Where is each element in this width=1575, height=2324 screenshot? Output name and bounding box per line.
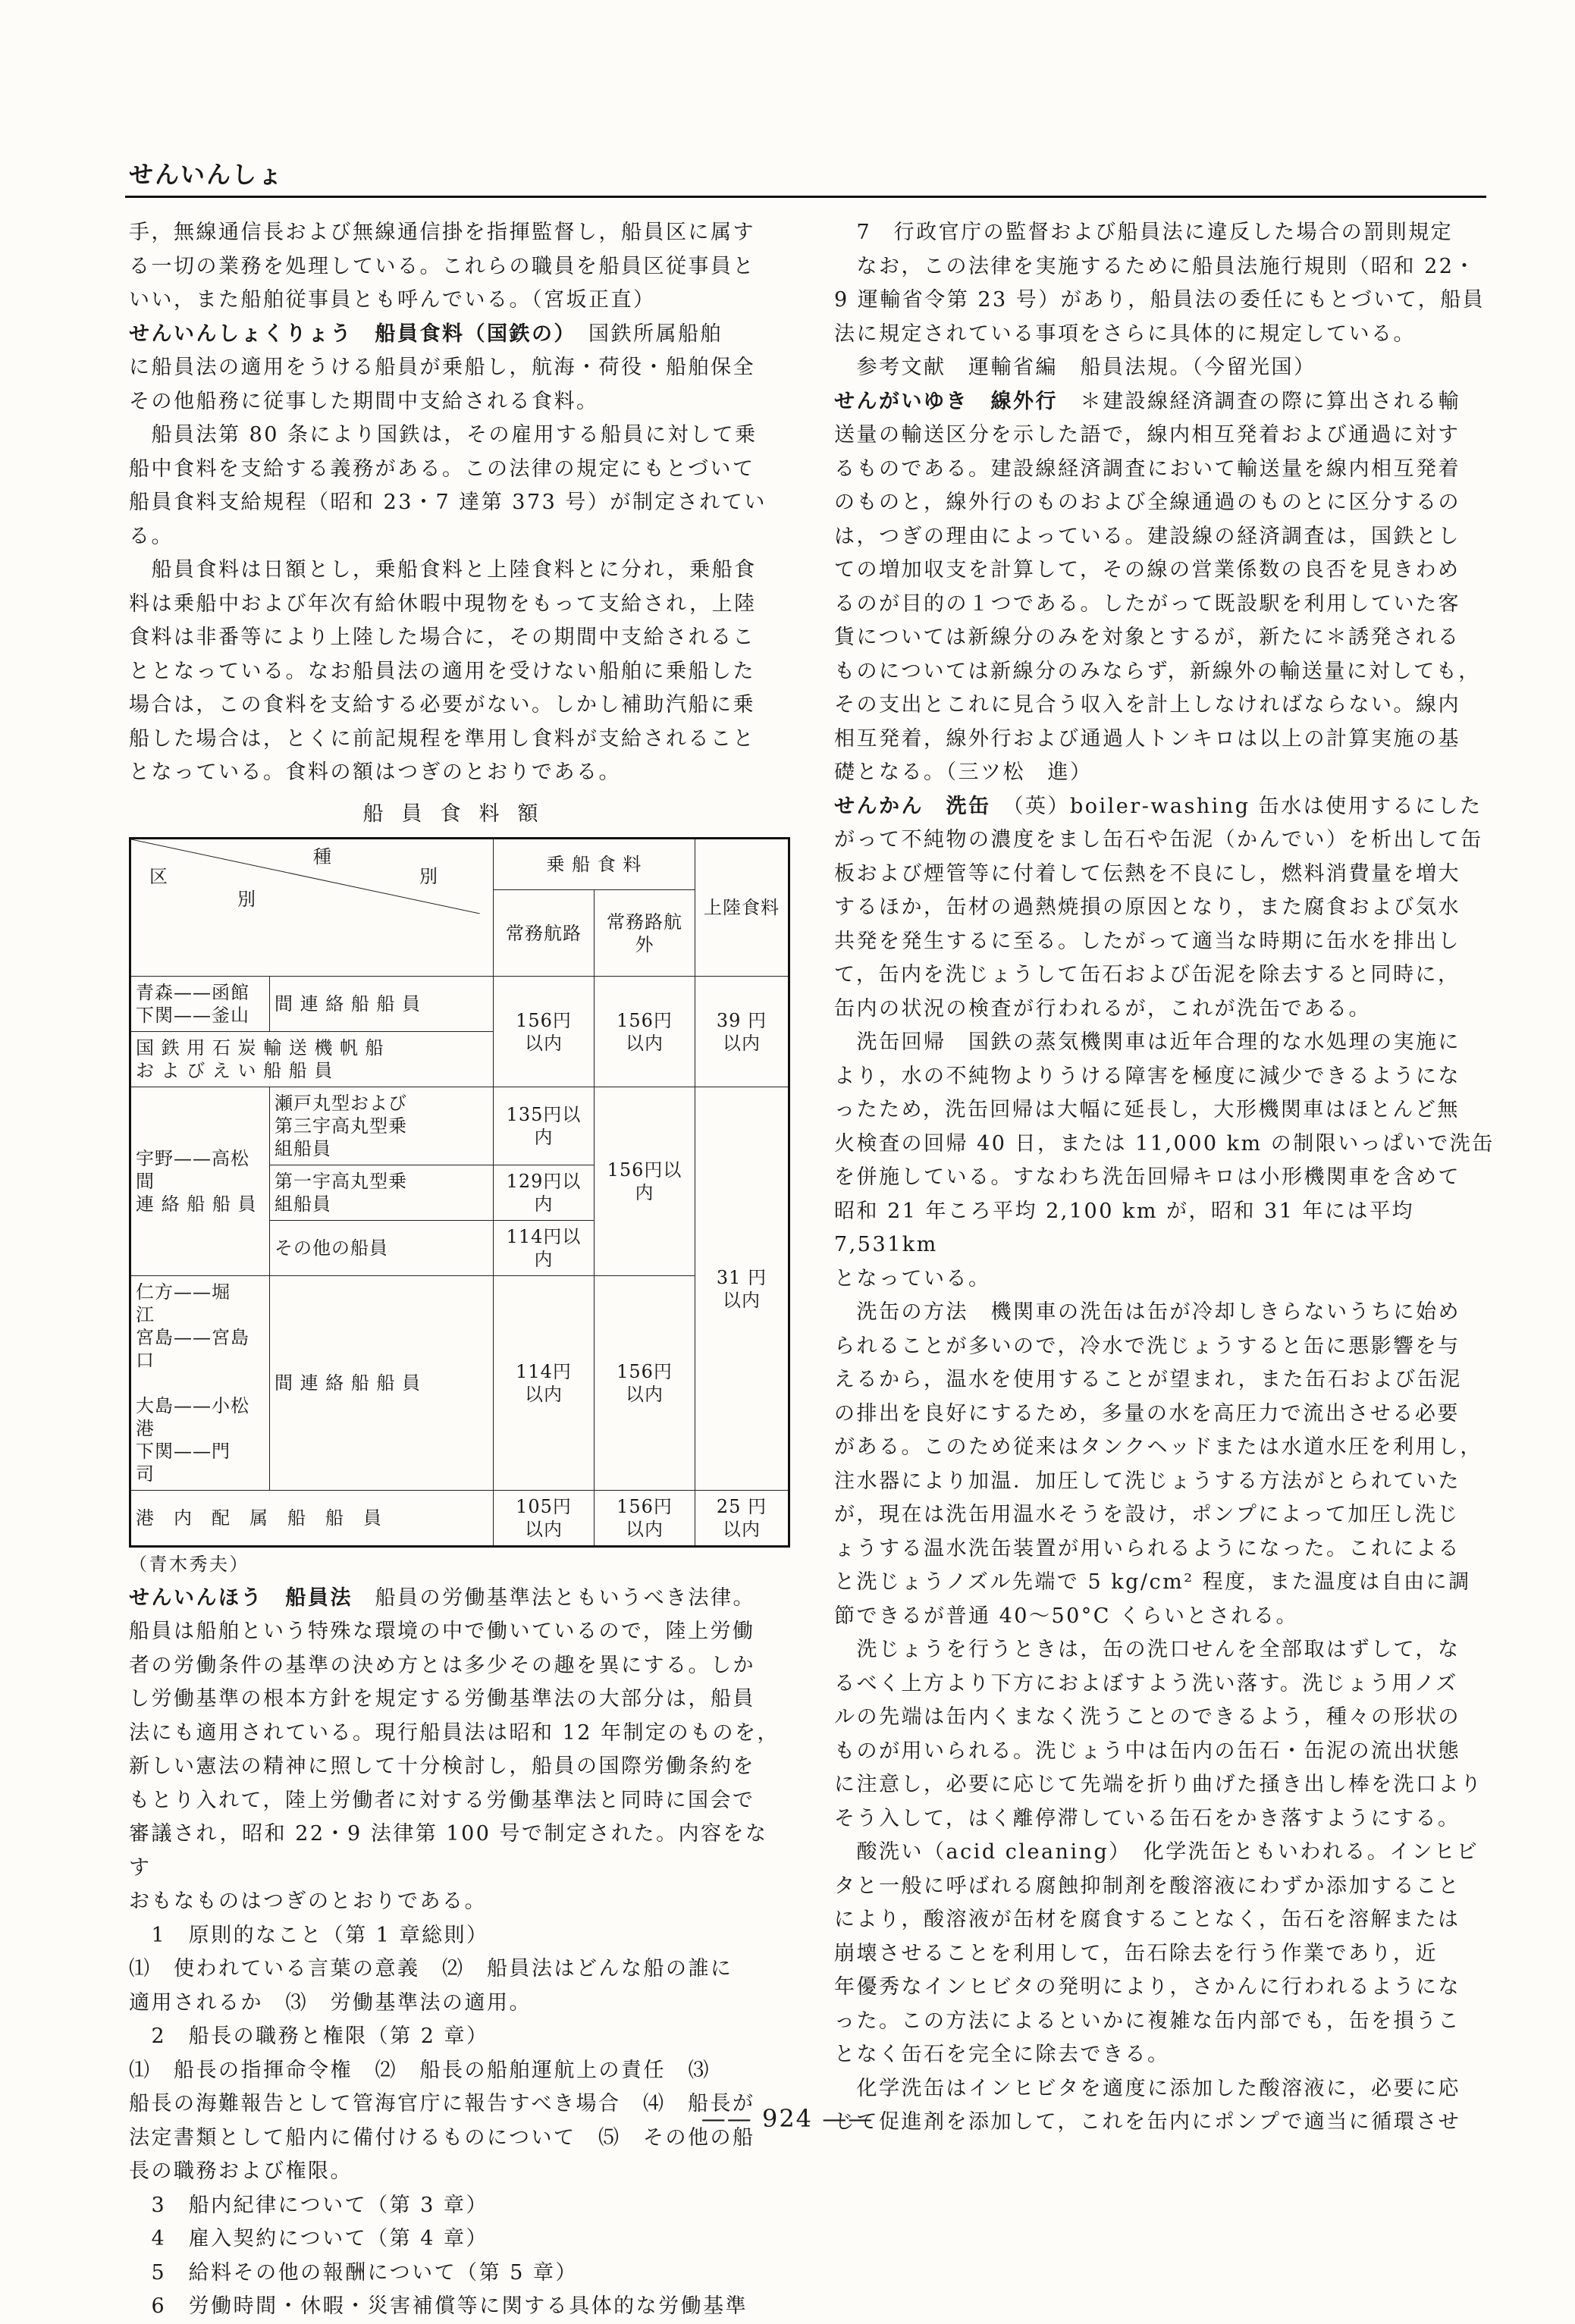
table-cell: 間 連 絡 船 船 員 [270, 1276, 494, 1491]
table-cell: 仁方——堀 江 宮島——宮島口 大島——小松港 下関——門 司 [130, 1276, 270, 1491]
table-cell: 宇野——高松間 連 絡 船 船 員 [130, 1087, 270, 1276]
table-cell: 156円 以内 [494, 977, 595, 1087]
entry-text: 国鉄所属船舶 に船員法の適用をうける船員が乗船し，航海・荷役・船舶保全 その他船務に従事した期間中支給される食料。 [129, 321, 755, 413]
list-item: 4 雇入契約について（第 4 章） [129, 2227, 488, 2250]
paragraph: 化学洗缶はインヒビタを適度に添加した酸溶液に，必要に応 じて促進剤を添加して，これを缶内にポンプで適当に循環させ [834, 2076, 1461, 2134]
table-cell: 港 内 配 属 船 船 員 [130, 1491, 494, 1547]
reference: 参考文献 運輸省編 船員法規。（今留光国） [834, 356, 1316, 379]
paragraph: 船員食料は日額とし，乗船食料と上陸食料とに分れ，乗船食 料は乗船中および年次有給休暇中現物をもって支給され，上陸 食料は非番等により上陸した場合に，その期間中支給されるこ ととなっている。なお船員法の適用を受けない船舶に乗船した 場合は，この食料を支給する必要がない。しかし補助汽船に乗 船した場合は，とくに前記規程を準用し食料が支給されること となっている。食料の額はつぎのとおりである。 [129, 558, 757, 784]
table-cell: 間 連 絡 船 船 員 [270, 977, 494, 1032]
entry-senin-shokuryo [129, 318, 790, 419]
left-column [129, 216, 790, 2324]
table-corner-header [130, 839, 494, 977]
entry-seninho [129, 1582, 790, 1919]
list-item-detail: ⑴ 使われている言葉の意義 ⑵ 船員法はどんな船の誰に 適用されるか ⑶ 労働基準法の適用。 [129, 1957, 733, 2015]
list-item: 7 行政官庁の監督および船員法に違反した場合の罰則規定 [834, 221, 1454, 244]
table-cell: 135円以内 [494, 1087, 595, 1165]
paragraph: なお，この法律を実施するために船員法施行規則（昭和 22・ 9 運輸省令第 23 号）があり，船員法の委任にもとづいて，船員 法に規定されている事項をさらに具体的に規定している。 [834, 254, 1486, 346]
entry-headword: せんいんしょくりょう 船員食料（国鉄の） [129, 321, 566, 346]
entry-headword: せんいんほう 船員法 [129, 1585, 353, 1610]
header-shu: 種 [313, 846, 332, 867]
entry-senkan [834, 790, 1495, 1027]
right-column [834, 216, 1495, 2140]
header-joriku: 上陸食料 [695, 839, 789, 977]
list-item: 6 労働時間・休暇・災害補償等に関する具体的な労働基準 [129, 2294, 748, 2318]
table-cell: 156円以内 [595, 1087, 695, 1276]
page-number: —— 924 —— [701, 2104, 874, 2133]
paragraph: 洗じょうを行うときは，缶の洗口せんを全部取はずして，な るべく上方より下方におよぼすよう洗い落す。洗じょう用ノズ ルの先端は缶内くまなく洗うことのできるよう，種々の形状の ものが用いられる。洗じょう中は缶内の缶石・缶泥の流出状態 に注意し，必要に応じて先端を折り曲げた掻き出し棒を洗口より そう入して，はく離停滞している缶石をかき落すようにする。 [834, 1638, 1483, 1830]
table-cell: その他の船員 [270, 1221, 494, 1276]
table-cell: 114円以内 [494, 1221, 595, 1276]
table-cell: 156円 以内 [595, 977, 695, 1087]
table-cell: 156円 以内 [595, 1491, 695, 1547]
paragraph: 洗缶回帰 国鉄の蒸気機関車は近年合理的な水処理の実施に より，水の不純物よりうける障害を極度に減少できるようにな ったため，洗缶回帰は大幅に延長し，大形機関車はほとんど無 火検査の回帰 40 日，または 11,000 km の制限いっぱいで洗缶 を併施している。すなわち洗缶回帰キロは小形機関車を含めて 昭和 21 年ころ平均 2,100 km が，昭和 31 年には平均 7,531km となっている。 [834, 1030, 1495, 1291]
table-cell: 156円 以内 [595, 1276, 695, 1491]
table-title: 船員食料額 [362, 801, 557, 826]
table-cell: 31 円 以内 [695, 1087, 789, 1491]
table-cell: 39 円 以内 [695, 977, 789, 1087]
table-cell: 105円 以内 [494, 1491, 595, 1547]
paragraph: 酸洗い（acid cleaning） 化学洗缶ともいわれる。インヒビ タと一般に呼ばれる腐蝕抑制剤を酸溶液にわずか添加すること により，酸溶液が缶材を腐食することなく，缶石を溶解または 崩壊させることを利用して，缶石除去を行う作業であり，近 年優秀なインヒビタの発明により，さかんに行われるようにな った。この方法によるといかに複雑な缶内部でも，缶を損うこ となく缶石を完全に除去できる。 [834, 1840, 1479, 2066]
header-rule [125, 196, 1486, 198]
entry-text: （英）boiler-washing 缶水は使用するにした がって不純物の濃度をまし缶石や缶泥（かんでい）を析出して缶 板および煙管等に付着して伝熱を不良にし，燃料消費量を増大 するほか，缶材の過熱焼損の原因となり，また腐食および気水 共発を発生するに至る。したがって適当な時期に缶水を排出し て，缶内を洗じょうして缶石および缶泥を除去すると同時に， 缶内の状況の検査が行われるが，これが洗缶である。 [834, 794, 1483, 1021]
header-jomugai: 常務路航外 [595, 890, 695, 977]
paragraph: 手，無線通信長および無線通信掛を指揮監督し，船員区に属す る一切の業務を処理している。これらの職員を船員区従事員と いい，また船舶従事員とも呼んでいる。（宮坂正直） [129, 221, 755, 312]
running-header: せんいんしょ [129, 160, 284, 189]
table-cell: 129円以内 [494, 1165, 595, 1221]
list-item: 1 原則的なこと（第 1 章総則） [129, 1923, 489, 1947]
table-cell: 25 円 以内 [695, 1491, 789, 1547]
signature: （青木秀夫） [129, 1554, 249, 1575]
list-item: 3 船内紀律について（第 3 章） [129, 2193, 488, 2217]
entry-headword: せんかん 洗缶 [834, 794, 991, 818]
food-allowance-table [129, 837, 790, 1548]
entry-text: 船員の労働基準法ともいうべき法律。 船員は船舶という特殊な環境の中で働いているので，陸上労働 者の労働条件の基準の決め方とは多少その趣を異にする。しか し労働基準の根本方針を規定する労働基準法の大部分は，船員 法にも適用されている。現行船員法は昭和 12 年制定のものを， 新しい憲法の精神に照して十分検討し，船員の国際労働条約を もとり入れて，陸上労働者に対する労働基準法と同時に国会で 審議され，昭和 22・9 法律第 100 号で制定された。内容をなす おもなものはつぎのとおりである。 [129, 1585, 780, 1913]
header-kubun: 区 [149, 866, 168, 887]
table-cell: 青森——函館 下関——釜山 [130, 977, 270, 1032]
header-jomu: 常務航路 [494, 890, 595, 977]
table-cell: 瀬戸丸型および 第三宇高丸型乗 組船員 [270, 1087, 494, 1165]
table-cell: 第一宇高丸型乗 組船員 [270, 1165, 494, 1221]
table-cell: 国 鉄 用 石 炭 輸 送 機 帆 船 お よ び え い 船 船 員 [130, 1032, 494, 1087]
list-item: 5 給料その他の報酬について（第 5 章） [129, 2260, 578, 2285]
paragraph: 洗缶の方法 機関車の洗缶は缶が冷却しきらないうちに始め られることが多いので，冷水で洗じょうすると缶に悪影響を与 えるから，温水を使用することが望まれ，また缶石および缶泥 の排出を良好にするため，多量の水を高圧力で流出させる必要 がある。このため従来はタンクヘッドまたは水道水圧を利用し， 注水器により加温．加圧して洗じょうする方法がとられていた が，現在は洗缶用温水そうを設け，ポンプによって加圧し洗じ ょうする温水洗缶装置が用いられるようになった。これによる と洗じょうノズル先端で 5 kg/cm² 程度，また温度は自由に調 節できるが普通 40～50°C くらいとされる。 [834, 1300, 1482, 1628]
list-item: 2 船長の職務と権限（第 2 章） [129, 2024, 489, 2048]
header-betsu-2: 別 [237, 889, 256, 910]
list-item-detail: ⑴ 船長の指揮命令権 ⑵ 船長の船舶運航上の責任 ⑶ 船長の海難報告として管海官庁に報告すべき場合 ⑷ 船長が 法定書類として船内に備付けるものについて ⑸ その他の船 長の職務および権限。 [129, 2058, 755, 2183]
table-cell: 114円 以内 [494, 1276, 595, 1491]
entry-sengaiyuki [834, 385, 1495, 790]
paragraph: 船員法第 80 条により国鉄は，その雇用する船員に対して乗 船中食料を支給する義務がある。この法律の規定にもとづいて 船員食料支給規程（昭和 23・7 達第 373 号）が制定されている。 [129, 423, 767, 548]
entry-headword: せんがいゆき 線外行 [834, 389, 1058, 413]
entry-text: ＊建設線経済調査の際に算出される輸 送量の輸送区分を示した語で，線内相互発着および通過に対す るものである。建設線経済調査において輸送量を線内相互発着 のものと，線外行のものおよび全線通過のものとに区分するの は，つぎの理由によっている。建設線の経済調査は，国鉄とし ての増加収支を計算して，その線の営業係数の良否を見きわめ るのが目的の１つである。したがって既設駅を利用していた客 貨については新線分のみを対象とするが，新たに＊誘発される ものについては新線分のみならず，新線外の輸送量に対しても， その支出とこれに見合う収入を計上しなければならない。線内 相互発着，線外行および通過人トンキロは以上の計算実施の基 礎となる。（三ツ松 進） [834, 389, 1481, 784]
header-betsu: 別 [419, 866, 438, 887]
header-josen: 乗 船 食 料 [494, 839, 695, 890]
